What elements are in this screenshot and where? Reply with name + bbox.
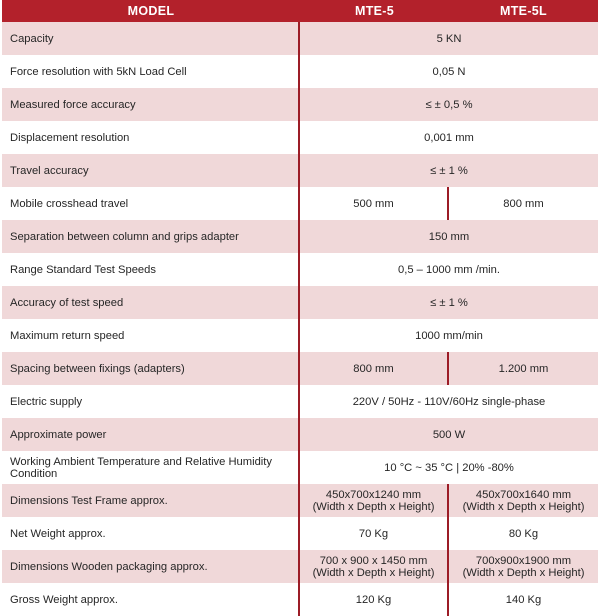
row-value: 10 °C ~ 35 °C | 20% -80% [384, 461, 514, 474]
row-label: Measured force accuracy [2, 88, 300, 121]
row-label: Dimensions Test Frame approx. [2, 484, 300, 517]
row-value-mte-5l: 800 mm [503, 197, 544, 210]
row-value: 0,5 – 1000 mm /min. [398, 263, 500, 276]
table-row [2, 220, 598, 253]
row-label: Separation between column and grips adapter [2, 220, 300, 253]
table-row [2, 55, 598, 88]
row-value: 5 KN [436, 32, 462, 45]
row-value-mte-5l: 1.200 mm [498, 362, 549, 375]
row-label: Gross Weight approx. [2, 583, 300, 616]
table-header [2, 0, 598, 22]
row-value-mte-5: 120 Kg [300, 583, 449, 616]
table-row [2, 22, 598, 55]
table-row [2, 253, 598, 286]
table-row [2, 451, 598, 484]
row-value-mte-5l [449, 484, 598, 517]
row-value: 0,001 mm [424, 131, 474, 144]
row-label: Travel accuracy [2, 154, 300, 187]
row-value-mte-5: 70 Kg [300, 517, 449, 550]
row-label: Net Weight approx. [2, 517, 300, 550]
row-label: Working Ambient Temperature and Relative Humidity Condition [2, 451, 300, 484]
value-sub: (Width x Depth x Height) [312, 500, 435, 513]
row-label: Mobile crosshead travel [2, 187, 300, 220]
row-label: Force resolution with 5kN Load Cell [2, 55, 300, 88]
value-sub: (Width x Depth x Height) [312, 566, 435, 579]
header-mte-5: MTE-5 [355, 4, 394, 18]
row-value: 1000 mm/min [415, 329, 483, 342]
row-value: 500 W [432, 428, 466, 441]
value-sub: (Width x Depth x Height) [462, 566, 585, 579]
table-row [2, 517, 598, 550]
row-label: Approximate power [2, 418, 300, 451]
spec-table [2, 0, 598, 616]
row-value: 220V / 50Hz - 110V/60Hz single-phase [352, 395, 546, 408]
header-mte-5l: MTE-5L [500, 4, 547, 18]
table-row [2, 418, 598, 451]
row-value: ≤ ± 1 % [430, 296, 468, 309]
row-value: 0,05 N [432, 65, 466, 78]
table-row [2, 484, 598, 517]
row-value-mte-5 [300, 550, 449, 583]
row-label: Displacement resolution [2, 121, 300, 154]
row-label: Maximum return speed [2, 319, 300, 352]
value-main: 700x900x1900 mm [475, 554, 572, 567]
row-label: Electric supply [2, 385, 300, 418]
row-value-mte-5 [300, 484, 449, 517]
table-row [2, 352, 598, 385]
table-row [2, 385, 598, 418]
header-model: MODEL [127, 4, 175, 18]
row-label: Dimensions Wooden packaging approx. [2, 550, 300, 583]
table-row [2, 319, 598, 352]
value-main: 450x700x1640 mm [475, 488, 572, 501]
row-label: Accuracy of test speed [2, 286, 300, 319]
table-row [2, 583, 598, 616]
row-value-mte-5l [449, 550, 598, 583]
row-label: Spacing between fixings (adapters) [2, 352, 300, 385]
row-value-mte-5l: 140 Kg [505, 593, 542, 606]
row-value: 150 mm [428, 230, 470, 243]
table-row [2, 286, 598, 319]
table-row [2, 88, 598, 121]
row-value-mte-5l: 80 Kg [508, 527, 539, 540]
value-main: 700 x 900 x 1450 mm [319, 554, 428, 567]
row-label: Range Standard Test Speeds [2, 253, 300, 286]
row-value: ≤ ± 1 % [430, 164, 468, 177]
value-main: 450x700x1240 mm [325, 488, 422, 501]
table-row [2, 154, 598, 187]
row-value-mte-5: 500 mm [300, 187, 449, 220]
table-row [2, 187, 598, 220]
table-row [2, 550, 598, 583]
row-value-mte-5: 800 mm [300, 352, 449, 385]
value-sub: (Width x Depth x Height) [462, 500, 585, 513]
row-label: Capacity [2, 22, 300, 55]
row-value: ≤ ± 0,5 % [425, 98, 473, 111]
table-row [2, 121, 598, 154]
